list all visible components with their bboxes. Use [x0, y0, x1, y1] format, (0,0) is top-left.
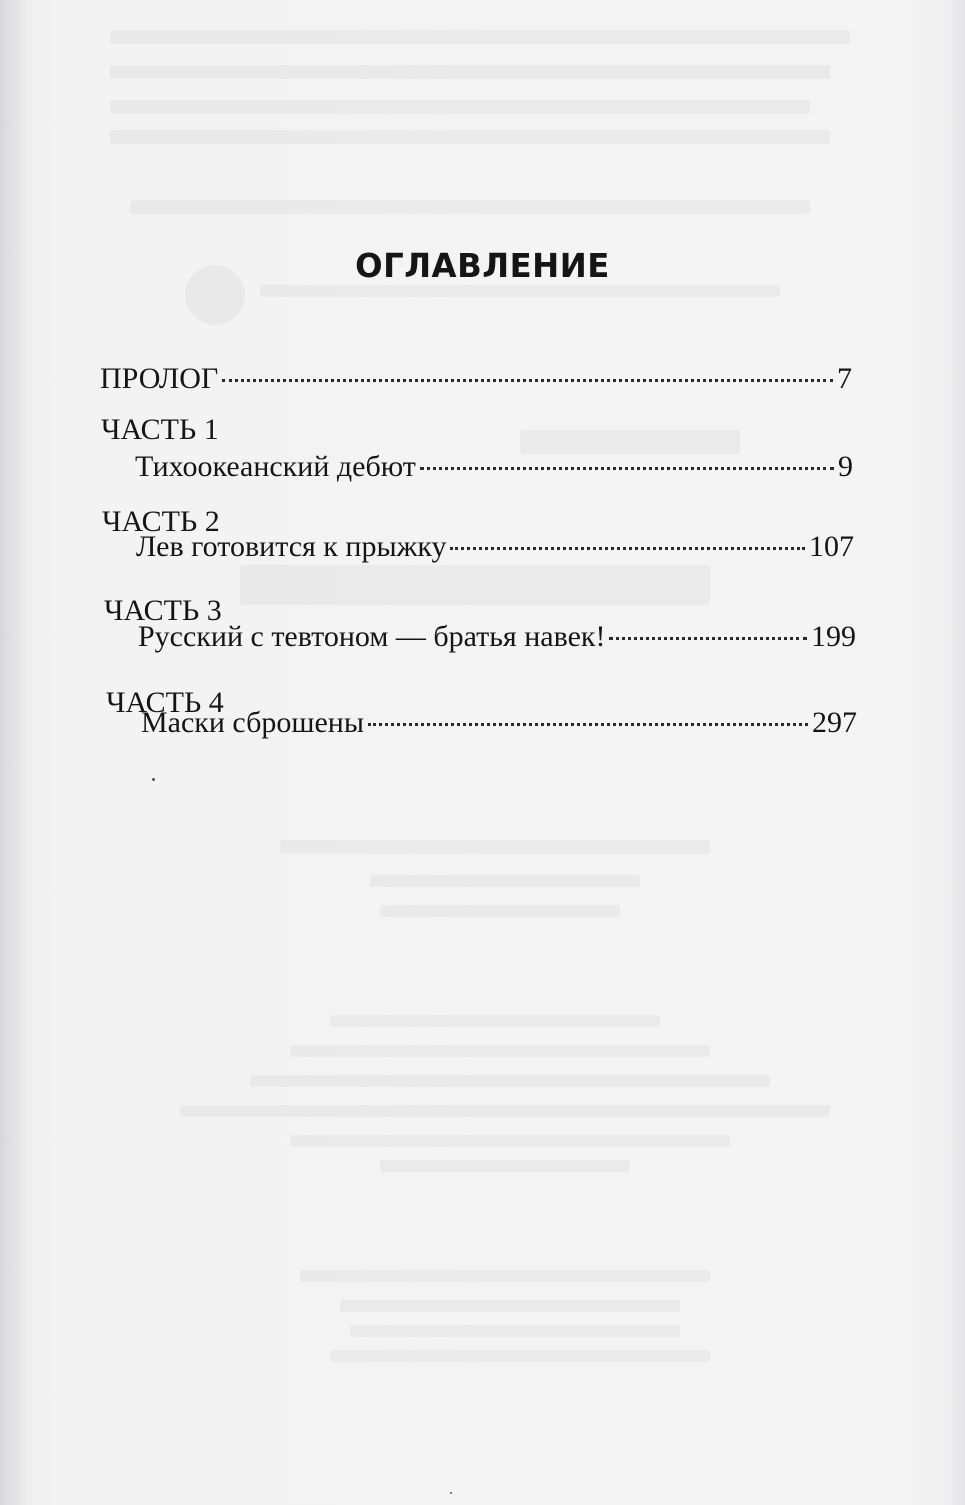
bleed-through-line [380, 1160, 630, 1172]
toc-entry-label: ПРОЛОГ [100, 362, 219, 395]
bleed-through-line [110, 130, 830, 144]
dot-leader [450, 547, 805, 550]
bleed-through-line [330, 1350, 710, 1362]
contents-title: ОГЛАВЛЕНИЕ [355, 246, 610, 285]
dot-leader [222, 379, 833, 382]
dot-leader [368, 723, 808, 726]
bleed-through-line [380, 905, 620, 917]
toc-entry-chapter [141, 706, 857, 740]
bleed-through-line [300, 1270, 710, 1282]
bleed-through-line [340, 1300, 680, 1312]
bleed-through-line [240, 565, 710, 605]
bleed-through-line [110, 30, 850, 44]
part-heading: ЧАСТЬ 4 [106, 686, 224, 719]
dot-leader [609, 637, 807, 640]
bleed-through-line [260, 285, 780, 297]
bleed-through-line [370, 875, 640, 887]
paper-speck [450, 1492, 452, 1494]
paper-speck [152, 778, 155, 781]
part-heading: ЧАСТЬ 1 [101, 413, 219, 446]
part-heading: ЧАСТЬ 3 [104, 594, 222, 627]
part-heading: ЧАСТЬ 2 [102, 505, 220, 538]
toc-page-number: 297 [812, 706, 857, 739]
bleed-through-line [290, 1135, 730, 1147]
toc-entry-label: Маски сброшены [141, 706, 365, 739]
toc-page-number: 9 [838, 450, 853, 483]
toc-entry-label: Тихоокеанский дебют [135, 450, 416, 483]
toc-entry-chapter [135, 450, 853, 484]
bleed-through-line [290, 1045, 710, 1057]
bleed-through-line [250, 1075, 770, 1087]
bleed-through-line [330, 1015, 660, 1027]
bleed-through-line [110, 100, 810, 114]
bleed-through-line [110, 65, 830, 79]
toc-page-number: 199 [811, 620, 856, 653]
toc-entry-label: Лев готовится к прыжку [136, 530, 447, 563]
bleed-through-line [180, 1105, 830, 1117]
dot-leader [420, 467, 834, 470]
toc-page-number: 107 [809, 530, 854, 563]
toc-page-number: 7 [837, 362, 852, 395]
toc-entry-label: Русский с тевтоном — братья навек! [138, 620, 606, 653]
bleed-through-line [130, 200, 810, 214]
toc-entry-prologue [100, 362, 852, 396]
toc-entry-chapter [136, 530, 854, 564]
bleed-through-line [350, 1325, 680, 1337]
bleed-through-line [280, 840, 710, 854]
toc-entry-chapter [138, 620, 856, 654]
